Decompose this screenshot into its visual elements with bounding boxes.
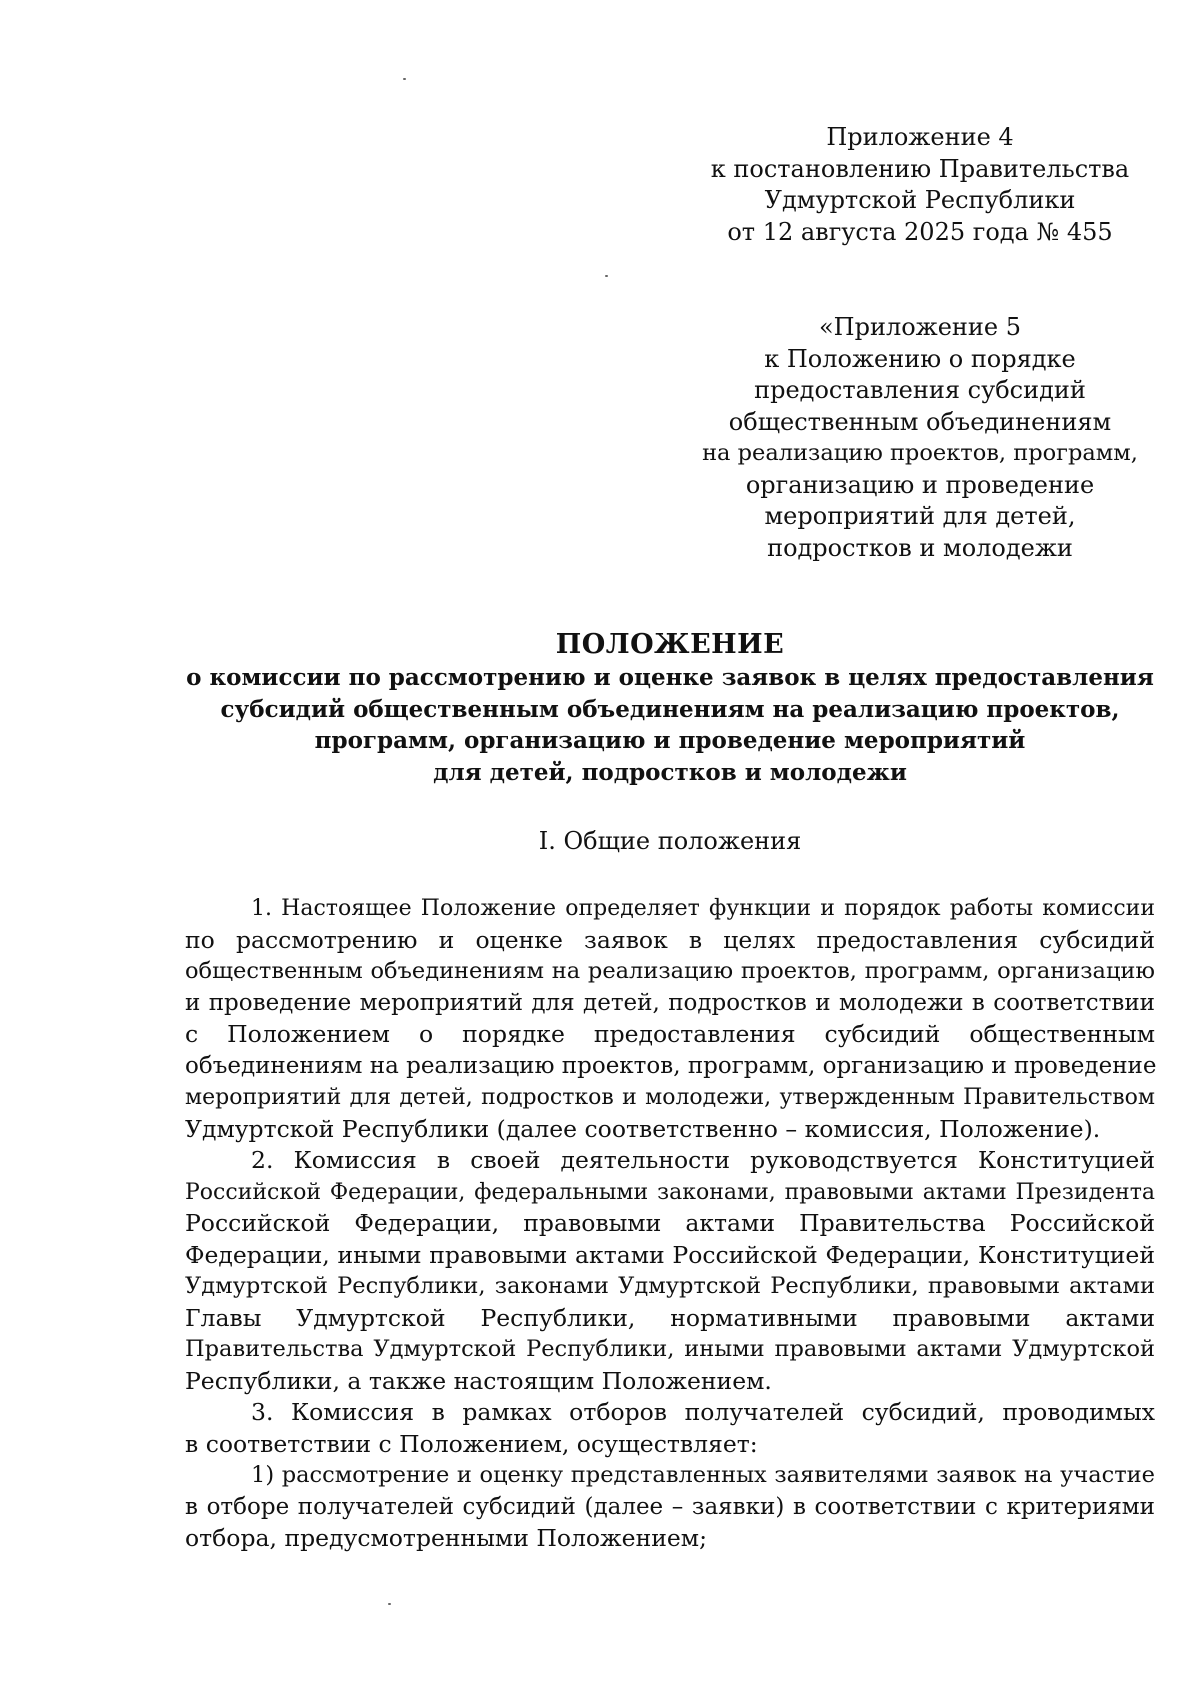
annex-line: общественным объединениям [728,407,1112,436]
paragraph-line: 2. Комиссия в своей деятельности руководствуется Конституцией [251,1146,1155,1174]
paragraph-line: Российской Федерации, правовыми актами Правительства Российской [185,1209,1155,1237]
paragraph-line: в соответствии с Положением, осуществляет: [185,1429,758,1458]
document-body [185,893,1155,1555]
document-title [150,628,1190,788]
paragraph-line: 3. Комиссия в рамках отборов получателей субсидий, проводимых [251,1398,1155,1426]
annex-line: организацию и проведение [745,470,1095,499]
paragraph-line: Республики, а также настоящим Положением. [185,1366,772,1395]
annex-line: на реализацию проектов, программ, [702,440,1138,466]
annex-line: подростков и молодежи [767,533,1073,562]
paragraph-line: отбора, предусмотренными Положением; [185,1524,708,1552]
section-heading: I. Общие положения [538,827,802,855]
document-subtitle-line: субсидий общественным объединениям на реализацию проектов, [220,695,1120,723]
paragraph-line: Правительства Удмуртской Республики, иными правовыми актами Удмуртской [185,1336,1155,1362]
paragraph-line: общественным объединениям на реализацию проектов, программ, организацию [185,958,1155,984]
paragraph-line: Российской Федерации, федеральными законами, правовыми актами Президента [185,1179,1155,1205]
annex-line: предоставления субсидий [754,376,1086,404]
approval-line: к постановлению Правительства [710,154,1130,183]
approval-line: Удмуртской Республики [764,186,1076,214]
approval-reference-block [700,122,1140,248]
annex-line: к Положению о порядке [764,344,1076,373]
annex-line: мероприятий для детей, [764,502,1076,530]
approval-line: от 12 августа 2025 года № 455 [727,217,1113,246]
annex-line: «Приложение 5 [818,313,1022,341]
paragraph-line: объединениям на реализацию проектов, программ, организацию и проведение [185,1052,1157,1079]
paragraph-line: с Положением о порядке предоставления субсидий общественным [185,1020,1155,1048]
paragraph-line: Главы Удмуртской Республики, нормативными правовыми актами [185,1303,1155,1332]
annex-reference-block [700,312,1140,564]
paragraph-line: по рассмотрению и оценке заявок в целях предоставления субсидий [185,925,1155,954]
paragraph-line: 1. Настоящее Положение определяет функции и порядок работы комиссии [251,896,1155,921]
paragraph-3-item-1 [185,1460,1155,1555]
paragraph-line: и проведение мероприятий для детей, подростков и молодежи в соответствии [185,989,1155,1016]
document-heading: ПОЛОЖЕНИЕ [555,629,785,660]
paragraph-3 [185,1397,1155,1460]
document-subtitle-line: для детей, подростков и молодежи [433,758,907,786]
paragraph-2 [185,1145,1155,1397]
paragraph-line: Удмуртской Республики, законами Удмуртской Республики, правовыми актами [185,1273,1155,1299]
paragraph-line: 1) рассмотрение и оценку представленных заявителями заявок на участие [251,1462,1155,1488]
paragraph-1 [185,893,1155,1145]
paragraph-line: Удмуртской Республики (далее соответственно – комиссия, Положение). [185,1114,1101,1143]
paragraph-line: мероприятий для детей, подростков и молодежи, утвержденным Правительством [185,1085,1155,1110]
approval-line: Приложение 4 [826,123,1014,151]
paragraph-line: Федерации, иными правовыми актами Российской Федерации, Конституцией [185,1240,1155,1269]
paragraph-line: в отборе получателей субсидий (далее – заявки) в соответствии с критериями [185,1493,1155,1520]
scan-speck [403,78,406,80]
document-subtitle-line: о комиссии по рассмотрению и оценке заявок в целях предоставления [186,664,1154,691]
scan-speck [605,275,608,277]
scan-speck [388,1603,391,1605]
document-subtitle-line: программ, организацию и проведение мероприятий [314,727,1026,754]
